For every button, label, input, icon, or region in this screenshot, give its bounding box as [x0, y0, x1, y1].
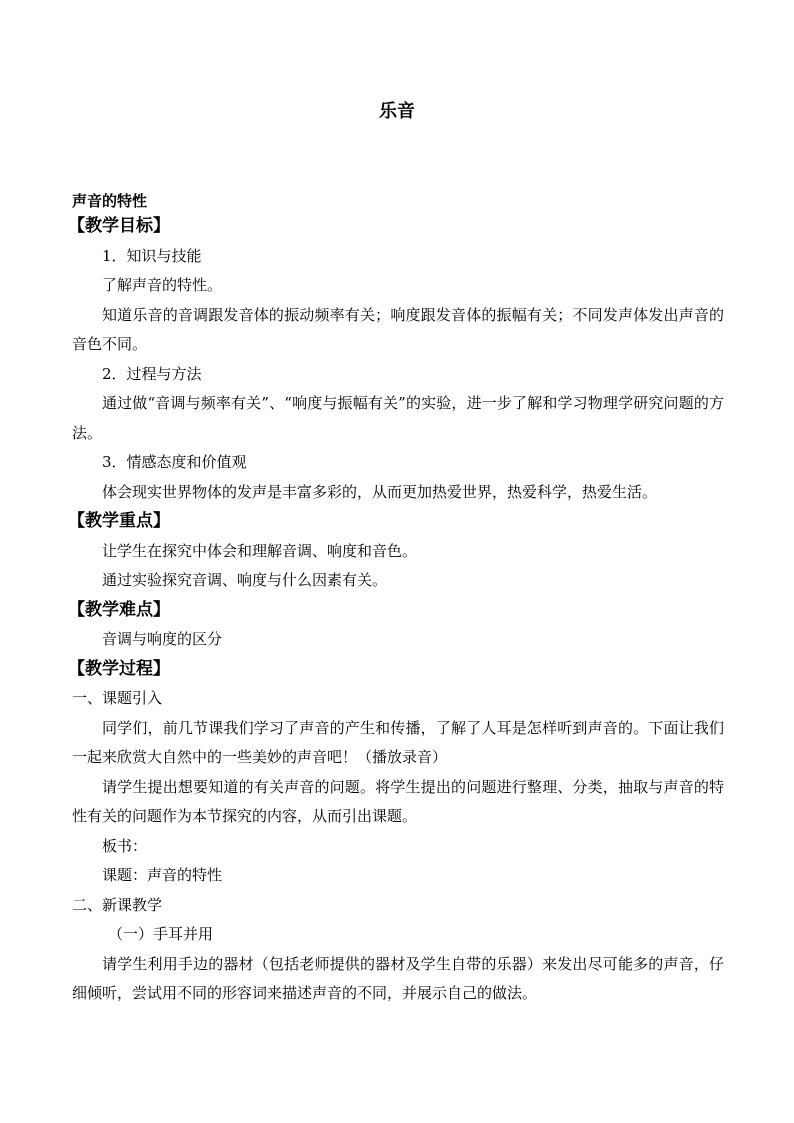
key-points-paragraph-1: 让学生在探究中体会和理解音调、响度和音色。 — [102, 541, 418, 560]
process-part1-paragraph-4: 课题：声音的特性 — [102, 866, 223, 884]
difficulties-heading: 【教学难点】 — [68, 599, 170, 620]
process-part1-label: 一、课题引入 — [72, 689, 163, 707]
process-part1-paragraph-1: 同学们，前几节课我们学习了声音的产生和传播，了解了人耳是怎样听到声音的。下面让我们一起来欣赏大自然中的一些美妙的声音吧！（播放录音） — [72, 718, 724, 766]
goals-item3-paragraph-1: 体会现实世界物体的发声是丰富多彩的，从而更加热爱世界，热爱科学，热爱生活。 — [102, 482, 658, 501]
document-body — [68, 190, 724, 1009]
goals-item2-label: 2．过程与方法 — [102, 364, 202, 383]
goals-item3-label: 3．情感态度和价值观 — [102, 453, 247, 471]
key-points-paragraph-2: 通过实验探究音调、响度与什么因素有关。 — [102, 571, 388, 589]
section-title: 声音的特性 — [72, 192, 148, 210]
goals-item1-paragraph-2: 知道乐音的音调跟发音体的振动频率有关；响度跟发音体的振幅有关；不同发声体发出声音的音色不同。 — [72, 305, 724, 353]
difficulties-paragraph-1: 音调与响度的区分 — [102, 630, 223, 648]
process-heading: 【教学过程】 — [68, 658, 170, 679]
goals-item1-paragraph-1: 了解声音的特性。 — [102, 276, 223, 294]
process-part2-label: 二、新课教学 — [72, 895, 163, 914]
process-part1-paragraph-3: 板书： — [102, 836, 148, 855]
process-part1-paragraph-2: 请学生提出想要知道的有关声音的问题。将学生提出的问题进行整理、分类，抽取与声音的特性有关的问题作为本节探究的内容，从而引出课题。 — [72, 777, 724, 825]
process-part2-subheading: （一）手耳并用 — [108, 925, 214, 943]
key-points-heading: 【教学重点】 — [68, 511, 170, 531]
page-title: 乐音 — [379, 101, 415, 122]
goals-item2-paragraph-1: 通过做“音调与频率有关”、“响度与振幅有关”的实验，进一步了解和学习物理学研究问题的方法。 — [72, 394, 724, 442]
goals-item1-label: 1．知识与技能 — [102, 246, 202, 265]
process-part2-paragraph-1: 请学生利用手边的器材（包括老师提供的器材及学生自带的乐器）来发出尽可能多的声音，仔细倾听，尝试用不同的形容词来描述声音的不同，并展示自己的做法。 — [72, 954, 724, 1002]
goals-heading: 【教学目标】 — [68, 216, 170, 236]
